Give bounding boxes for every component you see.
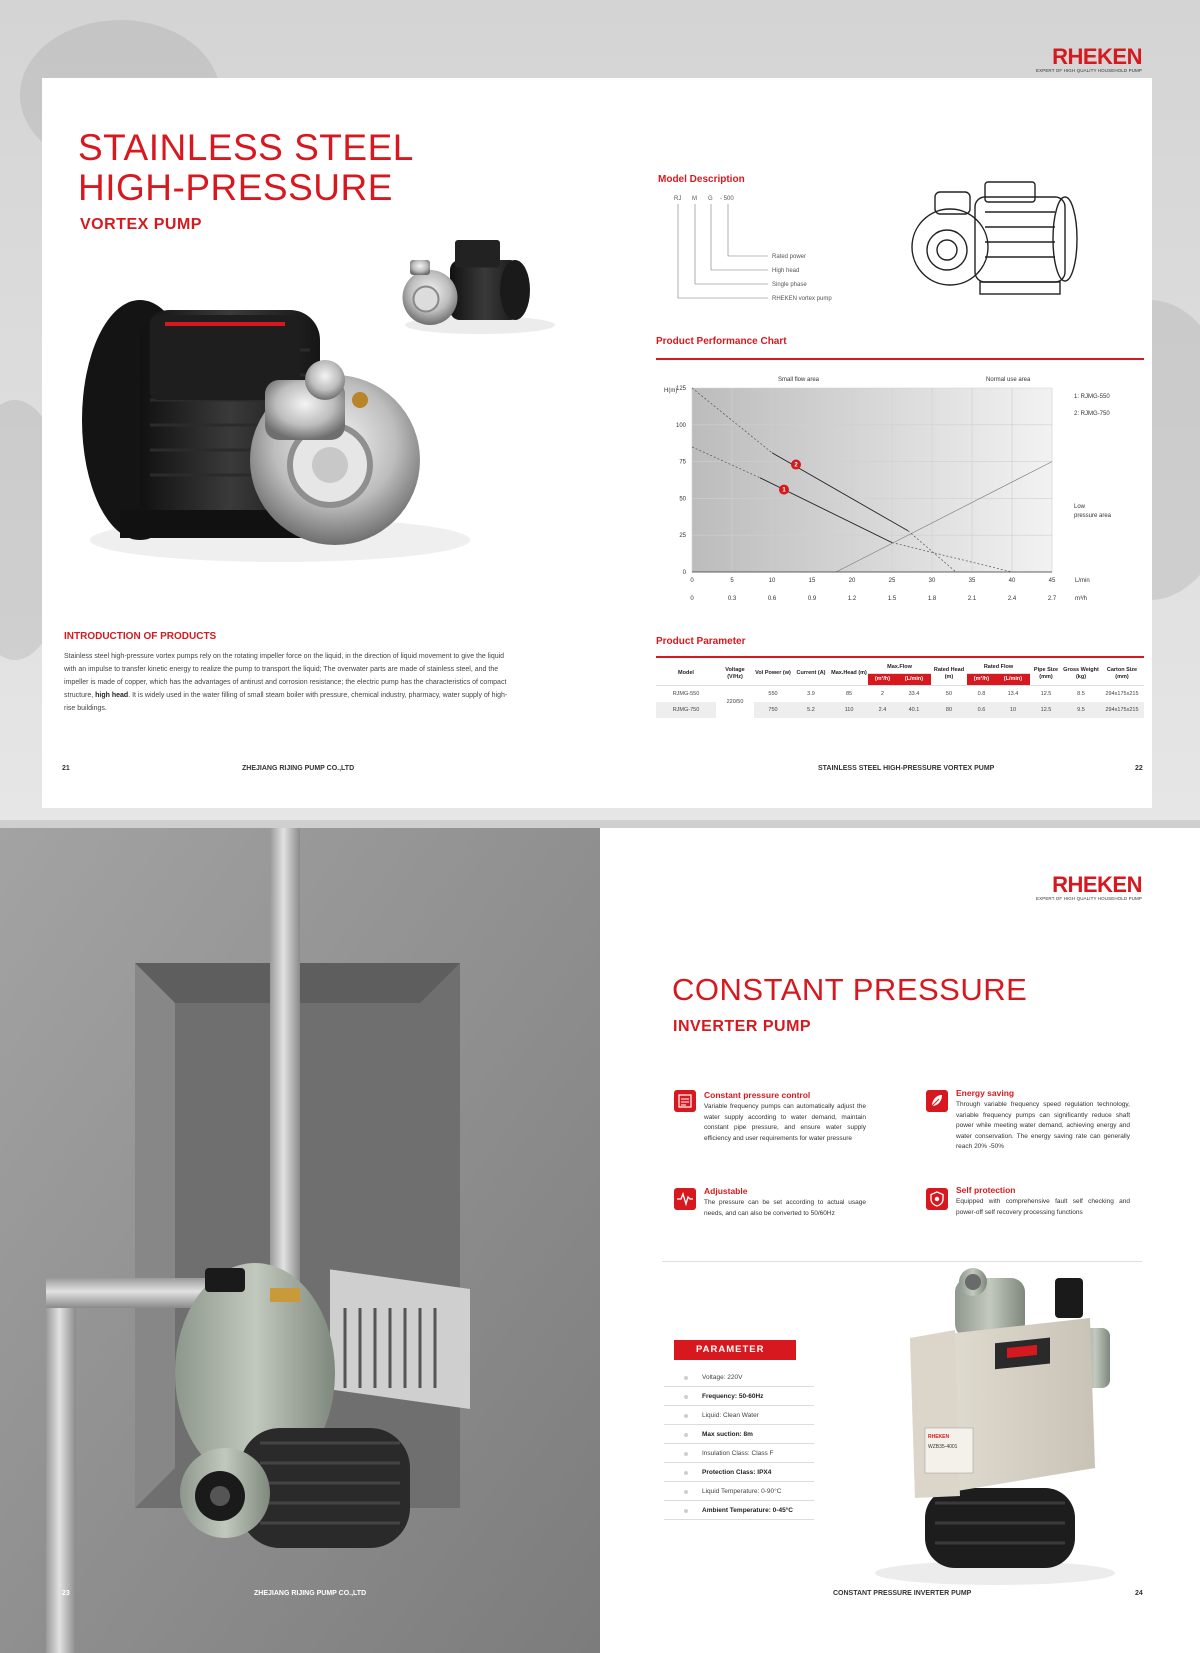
model-label: Rated power: [772, 254, 807, 260]
intro-paragraph: [64, 650, 514, 715]
param-item: Voltage: 220V: [664, 1368, 814, 1387]
col-subheader: (L/min): [897, 674, 931, 686]
col-header: Pipe Size (mm): [1030, 662, 1062, 686]
x-tick-label: 40: [1008, 578, 1016, 584]
intro-text: . It is widely used in the water filling of small steam boiler with pressure, chemical industry, pharmacy, water supply of high-rise buildings.: [64, 692, 508, 712]
col-header: Carton Size (mm): [1100, 662, 1144, 686]
cell-weight: 8.5: [1062, 686, 1100, 703]
x-tick-label: 15: [808, 578, 816, 584]
cell-voltage: 220/50: [716, 686, 754, 719]
footer-title: CONSTANT PRESSURE INVERTER PUMP: [833, 1590, 972, 1597]
param-heading: Product Parameter: [656, 636, 746, 647]
model-code-diagram: [668, 190, 868, 310]
logo-wordmark: RHEKEN: [1052, 872, 1142, 897]
x-tick-label: 5: [730, 578, 734, 584]
cell-current: 3.9: [792, 686, 830, 703]
cell-power: 550: [754, 686, 792, 703]
brand-logo: [1030, 46, 1142, 74]
feature-text: Variable frequency pumps can automatically adjust the water supply according to water demand, maintain constant pipe pressure, and ensure water supply efficiency and user requirements for water pressure: [704, 1103, 866, 1142]
page-number: 22: [1135, 765, 1143, 772]
page-number: 24: [1135, 1590, 1143, 1597]
col-header: Rated Flow: [967, 662, 1030, 674]
cell-model: RJMG-750: [656, 702, 716, 718]
spread-vortex-pump: [0, 0, 1200, 820]
cell-rated-flow-m3h: 0.8: [967, 686, 996, 703]
cell-rated-head: 80: [931, 702, 967, 718]
footer-company: ZHEJIANG RIJING PUMP CO.,LTD: [242, 765, 355, 772]
y-axis-label: H(m): [664, 388, 678, 394]
model-code-part: G: [708, 196, 713, 202]
col-header: Voltage (V/Hz): [716, 662, 754, 686]
col-header: Current (A): [792, 662, 830, 686]
brand-logo: [1030, 874, 1142, 902]
param-item: Frequency: 50-60Hz: [664, 1387, 814, 1406]
feature-text: The pressure can be set according to actual usage needs, and can also be converted to 50/60Hz: [704, 1199, 866, 1217]
x-tick-label: 0: [690, 578, 694, 584]
cell-rated-flow-m3h: 0.6: [967, 702, 996, 718]
divider: [662, 1261, 1142, 1262]
vortex-pump-photo: [80, 230, 640, 590]
logo-tagline: EXPERT OF HIGH QUALITY HOUSEHOLD PUMP: [1036, 896, 1142, 901]
cell-max-flow-lmin: 33.4: [897, 686, 931, 703]
x2-tick-label: 2.4: [1007, 596, 1017, 602]
x2-axis-label: m³/h: [1075, 596, 1087, 602]
x2-tick-label: 0.6: [767, 596, 777, 602]
col-subheader: (L/min): [996, 674, 1030, 686]
pulse-icon: [674, 1188, 696, 1210]
cell-max-flow-m3h: 2.4: [868, 702, 897, 718]
param-item: Protection Class: IPX4: [664, 1463, 814, 1482]
col-subheader: (m³/h): [868, 674, 897, 686]
x2-tick-label: 1.2: [847, 596, 857, 602]
feature-text: Through variable frequency speed regulation technology, variable frequency pumps can significantly reduce shaft power while meeting water demand, achieving energy and water conservation. The energy saving rate can generally reach 20% -50%: [956, 1101, 1130, 1150]
cell-model: RJMG-550: [656, 686, 716, 703]
pump-model-label: WZB35-4001: [928, 1444, 958, 1450]
col-subheader: (m³/h): [967, 674, 996, 686]
table-row: [656, 686, 1144, 703]
page-subtitle: VORTEX PUMP: [80, 216, 202, 233]
cell-carton: 294x175x215: [1100, 702, 1144, 718]
model-label: RHEKEN vortex pump: [772, 296, 832, 302]
control-panel-icon: [674, 1090, 696, 1112]
feature-title: Adjustable: [704, 1186, 748, 1196]
model-code-part: M: [692, 196, 697, 202]
col-header: Gross Weight (kg): [1062, 662, 1100, 686]
page-title-line2: HIGH-PRESSURE: [78, 167, 393, 208]
footer-company: ZHEJIANG RIJING PUMP CO.,LTD: [254, 1590, 367, 1597]
y-tick-label: 75: [679, 459, 686, 466]
x2-tick-label: 0.3: [727, 596, 737, 602]
parameter-banner: PARAMETER: [674, 1340, 796, 1360]
wall-pump-scene: [0, 828, 600, 1653]
inverter-pump-photo: [855, 1268, 1135, 1588]
x2-tick-label: 0.9: [807, 596, 817, 602]
col-header: Model: [656, 662, 716, 686]
area-label-normal-use: Normal use area: [986, 377, 1031, 383]
cell-max-head: 85: [830, 686, 868, 703]
series-marker-label: 2: [794, 462, 798, 469]
y-tick-label: 50: [679, 496, 686, 503]
model-description-heading: Model Description: [658, 174, 745, 185]
y-tick-label: 25: [679, 533, 686, 540]
page-number: 23: [62, 1590, 70, 1597]
area-label-low-pressure: Low pressure area: [1074, 504, 1112, 519]
cell-weight: 9.5: [1062, 702, 1100, 718]
cell-rated-flow-lmin: 13.4: [996, 686, 1030, 703]
model-code-part: RJ: [674, 196, 682, 202]
param-item: Liquid: Clean Water: [664, 1406, 814, 1425]
chart-plot-area: [692, 388, 1052, 572]
intro-text-bold: high head: [95, 692, 129, 699]
intro-heading: INTRODUCTION OF PRODUCTS: [64, 631, 217, 642]
installation-photo: [0, 828, 600, 1653]
spread-inverter-pump: [0, 828, 1200, 1653]
legend-entry: 2: RJMG-750: [1074, 411, 1110, 417]
cell-current: 5.2: [792, 702, 830, 718]
section-rule: [656, 656, 1144, 658]
col-header: Max.Head (m): [830, 662, 868, 686]
footer-title: STAINLESS STEEL HIGH-PRESSURE VORTEX PUMP: [818, 765, 995, 772]
cell-pipe: 12.5: [1030, 686, 1062, 703]
col-header: Max.Flow: [868, 662, 931, 674]
model-label: Single phase: [772, 282, 807, 288]
area-label-small-flow: Small flow area: [778, 377, 820, 383]
x2-tick-label: 2.1: [967, 596, 977, 602]
x-tick-label: 30: [928, 578, 936, 584]
x-tick-label: 20: [848, 578, 856, 584]
pump-brand-label: RHEKEN: [928, 1434, 950, 1440]
legend-entry: 1: RJMG-550: [1074, 394, 1110, 400]
page-subtitle: INVERTER PUMP: [673, 1018, 812, 1035]
col-header: Vol Power (w): [754, 662, 792, 686]
y-tick-label: 0: [682, 570, 686, 576]
cell-rated-flow-lmin: 10: [996, 702, 1030, 718]
logo-tagline: EXPERT OF HIGH QUALITY HOUSEHOLD PUMP: [1036, 68, 1142, 73]
x2-tick-label: 1.8: [927, 596, 937, 602]
x2-tick-label: 1.5: [887, 596, 897, 602]
parameter-table: [656, 662, 1144, 718]
param-item: Insulation Class: Class F: [664, 1444, 814, 1463]
param-item: Ambient Temperature: 0-45°C: [664, 1501, 814, 1520]
cell-power: 750: [754, 702, 792, 718]
feature-title: Constant pressure control: [704, 1090, 811, 1100]
x-tick-label: 35: [968, 578, 976, 584]
pump-line-drawing: [905, 172, 1085, 312]
param-item: Liquid Temperature: 0-90°C: [664, 1482, 814, 1501]
x2-tick-label: 2.7: [1047, 596, 1057, 602]
x-tick-label: 10: [768, 578, 776, 584]
performance-chart: [650, 370, 1150, 610]
feature-text: Equipped with comprehensive fault self checking and power-off self recovery processing functions: [956, 1198, 1130, 1216]
model-code-part: - 500: [720, 196, 734, 202]
feature-title: Energy saving: [956, 1088, 1015, 1098]
cell-pipe: 12.5: [1030, 702, 1062, 718]
cell-max-flow-m3h: 2: [868, 686, 897, 703]
cell-carton: 294x175x215: [1100, 686, 1144, 703]
chart-heading: Product Performance Chart: [656, 336, 787, 347]
cell-rated-head: 50: [931, 686, 967, 703]
y-tick-label: 100: [675, 422, 686, 429]
x2-tick-label: 0: [690, 596, 694, 602]
logo-wordmark: RHEKEN: [1052, 44, 1142, 69]
section-rule: [656, 358, 1144, 360]
param-item: Max suction: 8m: [664, 1425, 814, 1444]
x-axis-label: L/min: [1075, 578, 1090, 584]
leaf-icon: [926, 1090, 948, 1112]
cell-max-flow-lmin: 40.1: [897, 702, 931, 718]
page-number: 21: [62, 765, 70, 772]
x-tick-label: 45: [1048, 578, 1056, 584]
intro-text: Stainless steel high-pressure vortex pumps rely on the rotating impeller force on the liquid, in the direction of liquid movement to give the liquid with an impulse to transfer kinetic energy to realize the pump to transport the liquid; The overwater parts are made of stainless steel, and the impeller is made of copper, which has the advantages of antirust and corrosion resistance; the electric pump has the characteristics of compact structure,: [64, 653, 507, 699]
feature-title: Self protection: [956, 1185, 1016, 1195]
shield-icon: [926, 1188, 948, 1210]
page-title-line1: STAINLESS STEEL: [78, 127, 414, 168]
cell-max-head: 110: [830, 702, 868, 718]
y-tick-label: 125: [675, 386, 686, 392]
series-marker-label: 1: [782, 487, 786, 494]
model-label: High head: [772, 268, 800, 274]
x-tick-label: 25: [888, 578, 896, 584]
page-title: CONSTANT PRESSURE: [672, 972, 1028, 1007]
col-header: Rated Head (m): [931, 662, 967, 686]
